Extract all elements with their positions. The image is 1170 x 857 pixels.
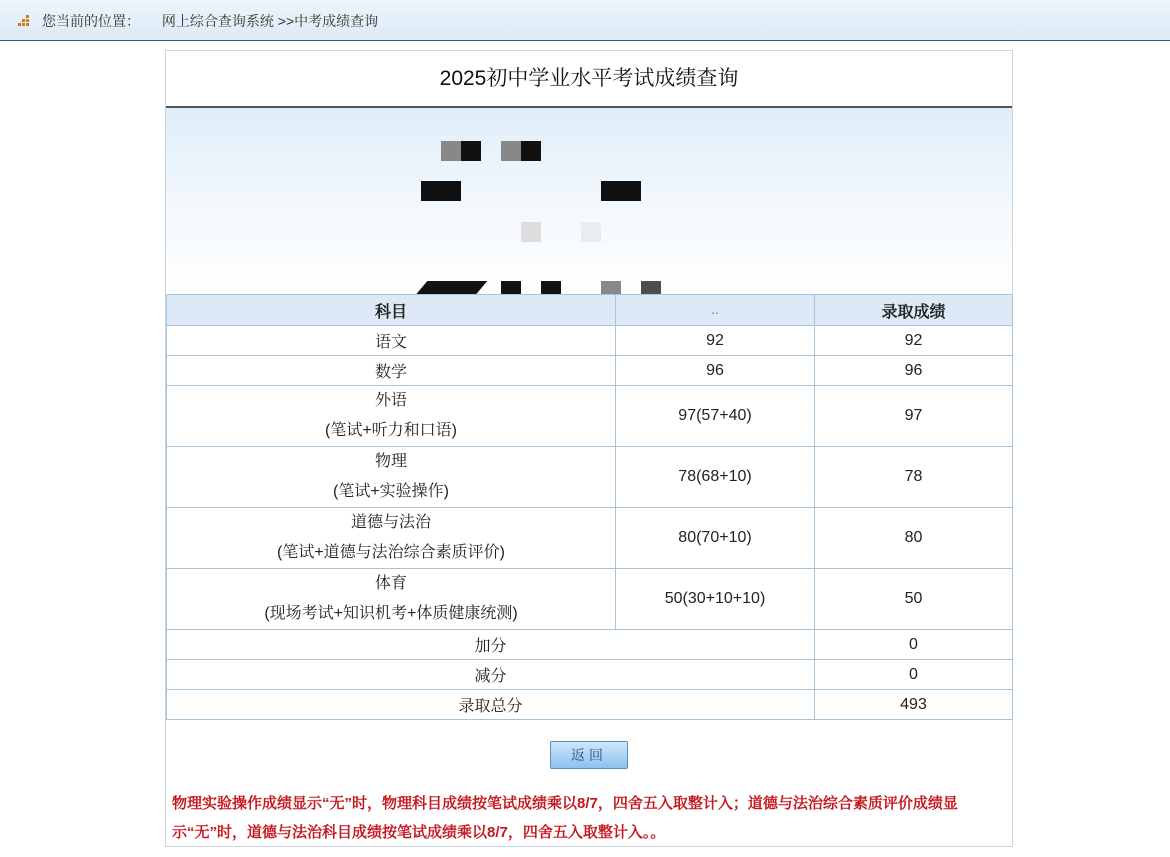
redaction-block bbox=[581, 222, 601, 242]
summary-label: 录取总分 bbox=[167, 690, 815, 720]
breadcrumb-bar bbox=[0, 0, 1170, 41]
table-row bbox=[167, 326, 1013, 356]
score-cell: 50(30+10+10) bbox=[616, 569, 815, 630]
subject-name: 外语 bbox=[374, 392, 407, 409]
header-score: ‥ bbox=[616, 295, 815, 326]
score-cell: 78(68+10) bbox=[616, 447, 815, 508]
table-row bbox=[167, 508, 1013, 569]
summary-row bbox=[167, 660, 1013, 690]
redaction-block bbox=[521, 141, 541, 161]
score-cell: 80(70+10) bbox=[616, 508, 815, 569]
table-row bbox=[167, 356, 1013, 386]
location-grid-icon bbox=[18, 15, 32, 29]
student-info-redacted bbox=[166, 108, 1012, 296]
subject-note: (现场考试+知识机考+体质健康统测) bbox=[264, 605, 518, 622]
summary-value: 0 bbox=[815, 630, 1013, 660]
header-subject: 科目 bbox=[167, 295, 616, 326]
subject-note: (笔试+实验操作) bbox=[332, 483, 449, 500]
summary-value: 493 bbox=[815, 690, 1013, 720]
score-cell: 96 bbox=[616, 356, 815, 386]
footnote: 物理实验操作成绩显示“无”时，物理科目成绩按笔试成绩乘以8/7，四舍五入取整计入；道德与法治综合素质评价成绩显示“无”时，道德与法治科目成绩按笔试成绩乘以8/7，四舍五入取整计入。。 bbox=[172, 795, 958, 841]
redaction-block bbox=[421, 181, 461, 201]
page-title: 2025初中学业水平考试成绩查询 bbox=[166, 51, 1012, 108]
admit-score-cell: 97 bbox=[815, 386, 1013, 447]
breadcrumb bbox=[42, 11, 382, 31]
score-cell: 92 bbox=[616, 326, 815, 356]
summary-value: 0 bbox=[815, 660, 1013, 690]
summary-label: 减分 bbox=[167, 660, 815, 690]
table-row bbox=[167, 569, 1013, 630]
table-row bbox=[167, 386, 1013, 447]
header-admit-score: 录取成绩 bbox=[815, 295, 1013, 326]
admit-score-cell: 50 bbox=[815, 569, 1013, 630]
score-cell: 97(57+40) bbox=[616, 386, 815, 447]
subject-name: 体育 bbox=[374, 575, 407, 592]
admit-score-cell: 92 bbox=[815, 326, 1013, 356]
redaction-block bbox=[501, 141, 521, 161]
redaction-block bbox=[521, 222, 541, 242]
subject-cell: 语文 bbox=[167, 326, 616, 356]
result-panel bbox=[165, 50, 1013, 847]
breadcrumb-path[interactable]: 网上综合查询系统 >>中考成绩查询 bbox=[161, 13, 379, 29]
admit-score-cell: 78 bbox=[815, 447, 1013, 508]
table-header-row bbox=[167, 295, 1013, 326]
subject-cell bbox=[167, 569, 616, 630]
summary-row bbox=[167, 690, 1013, 720]
redaction-block bbox=[601, 181, 641, 201]
admit-score-cell: 96 bbox=[815, 356, 1013, 386]
subject-note: (笔试+听力和口语) bbox=[324, 422, 457, 439]
summary-row bbox=[167, 630, 1013, 660]
subject-note: (笔试+道德与法治综合素质评价) bbox=[276, 544, 505, 561]
subject-cell bbox=[167, 508, 616, 569]
redaction-block bbox=[441, 141, 461, 161]
subject-cell bbox=[167, 386, 616, 447]
subject-name: 物理 bbox=[374, 453, 407, 470]
table-row bbox=[167, 447, 1013, 508]
breadcrumb-label: 您当前的位置： bbox=[42, 13, 140, 29]
subject-cell bbox=[167, 447, 616, 508]
subject-cell: 数学 bbox=[167, 356, 616, 386]
admit-score-cell: 80 bbox=[815, 508, 1013, 569]
summary-label: 加分 bbox=[167, 630, 815, 660]
subject-name: 道德与法治 bbox=[350, 514, 431, 531]
return-button[interactable]: 返回 bbox=[550, 741, 628, 769]
redaction-block bbox=[461, 141, 481, 161]
score-table bbox=[166, 294, 1013, 720]
